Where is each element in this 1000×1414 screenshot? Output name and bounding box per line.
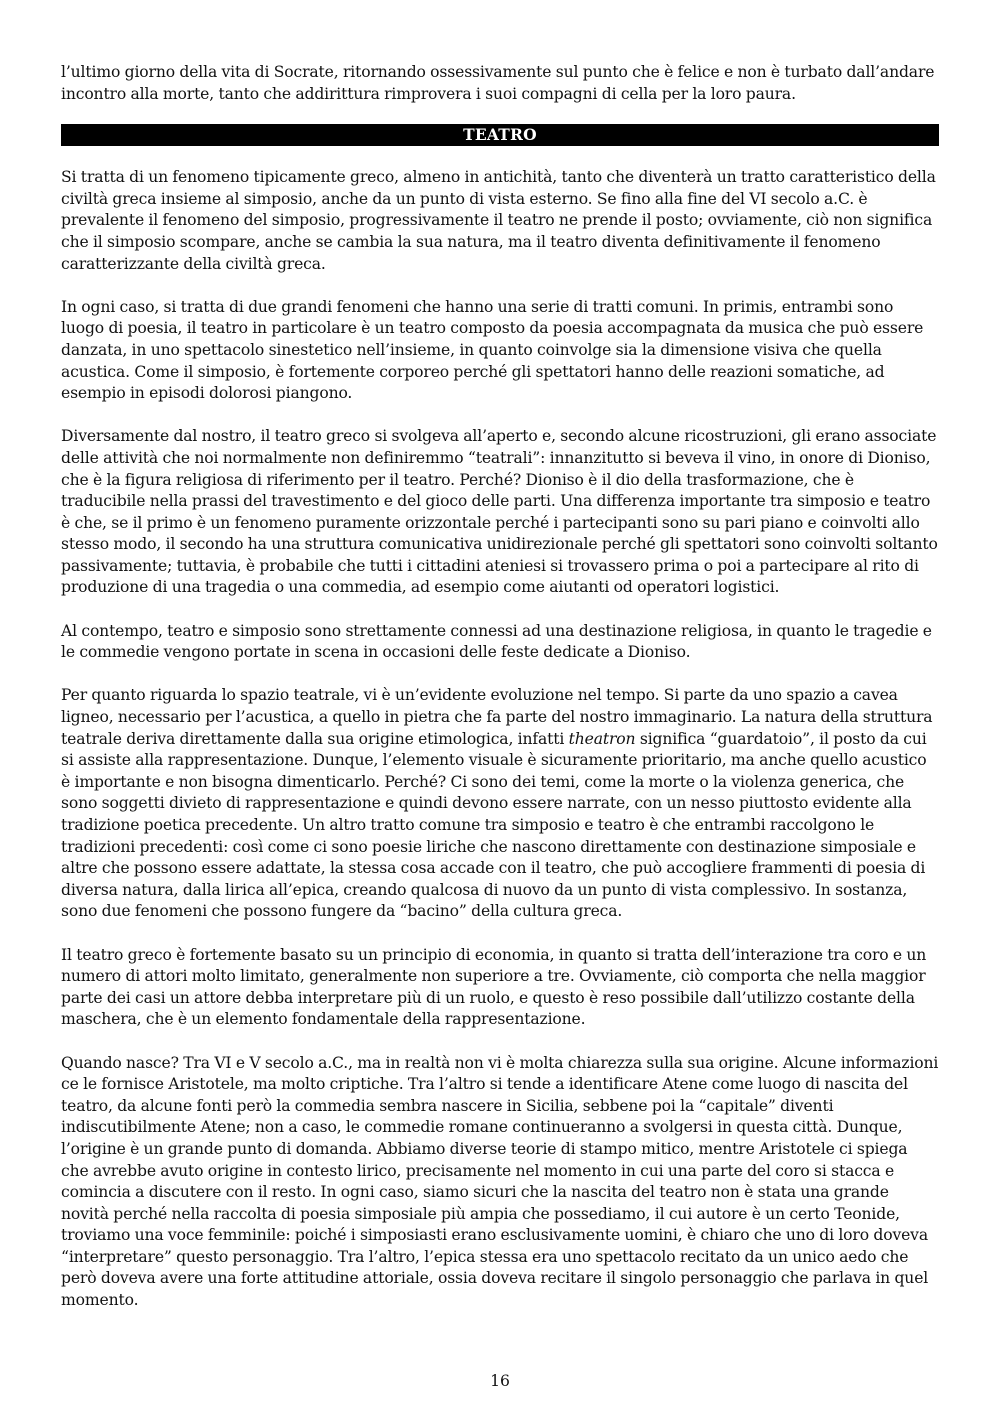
paragraph-5-part-1: Per quanto riguarda lo spazio teatrale, vi è un’evidente evoluzione nel tempo. Si parte da uno spazio a cavea ligneo, necessario per l’acustica, a quello in pietra che fa parte del nostro immaginario. La natura della struttura teatrale deriva direttamente dalla sua origine etimologica, infatti (61, 686, 933, 748)
paragraph-3: Diversamente dal nostro, il teatro greco si svolgeva all’aperto e, secondo alcune ricostruzioni, gli erano associate delle attività che noi normalmente non definiremmo “teatrali”: innanzitutto si beveva il vino, in onore di Dioniso, che è la figura religiosa di riferimento per il teatro. Perché? Dioniso è il dio della trasformazione, che è traducibile nella prassi del travestimento e del gioco delle parti. Una differenza importante tra simposio e teatro è che, se il primo è un fenomeno puramente orizzontale perché i partecipanti sono su pari piano e coinvolti allo stesso modo, il secondo ha una struttura comunicativa unidirezionale perché gli spettatori sono coinvolti soltanto passivamente; tuttavia, è probabile che tutti i cittadini ateniesi si trovassero prima o poi a partecipare al rito di produzione di una tragedia o una commedia, ad esempio come aiutanti od operatori logistici. (61, 427, 938, 597)
paragraph-5-part-2: significa “guardatoio”, il posto da cui si assiste alla rappresentazione. Dunque, l’elemento visuale è sicuramente prioritario, ma anche quello acustico è importante e non bisogna dimenticarlo. Perché? Ci sono dei temi, come la morte o la violenza generica, che sono soggetti divieto di rappresentazione e quindi devono essere narrate, con un nesso piuttosto evidente alla tradizione poetica precedente. Un altro tratto comune tra simposio e teatro è che entrambi raccolgono le tradizioni precedenti: così come ci sono poesie liriche che nascono direttamente con destinazione simposiale e altre che possono essere adattate, la stessa cosa accade con il teatro, che può accogliere frammenti di poesia di diversa natura, dalla lirica all’epica, creando qualcosa di nuovo da un punto di vista complessivo. In sostanza, sono due fenomeni che possono fungere da “bacino” della cultura greca. (61, 729, 927, 921)
paragraph-5 (61, 685, 939, 923)
intro-continuation-paragraph: l’ultimo giorno della vita di Socrate, ritornando ossessivamente sul punto che è felice e non è turbato dall’andare incontro alla morte, tanto che addirittura rimprovera i suoi compagni di cella per la loro paura. (61, 63, 935, 103)
section-heading-teatro: TEATRO (61, 124, 939, 146)
paragraph-7: Quando nasce? Tra VI e V secolo a.C., ma in realtà non vi è molta chiarezza sulla sua origine. Alcune informazioni ce le fornisce Aristotele, ma molto criptiche. Tra l’altro si tende a identificare Atene come luogo di nascita del teatro, da alcune fonti però la commedia sembra nascere in Sicilia, sebbene poi la “capitale” diventi indiscutibilmente Atene; non a caso, le commedie romane continueranno a svolgersi in questa città. Dunque, l’origine è un grande punto di domanda. Abbiamo diverse teorie di stampo mitico, mentre Aristotele ci spiega che avrebbe avuto origine in contesto lirico, precisamente nel momento in cui una parte del coro si stacca e comincia a discutere con il resto. In ogni caso, siamo sicuri che la nascita del teatro non è stata una grande novità perché nella raccolta di poesia simposiale più ampia che possediamo, il cui autore è un certo Teonide, troviamo una voce femminile: poiché i simposiasti erano esclusivamente uomini, è chiaro che uno di loro doveva “interpretare” questo personaggio. Tra l’altro, l’epica stessa era uno spettacolo recitato da un unico aedo che però doveva avere una forte attitudine attoriale, ossia doveva recitare il singolo personaggio che parlava in quel momento. (61, 1053, 939, 1310)
page-number: 16 (490, 1372, 510, 1390)
paragraph-1: Si tratta di un fenomeno tipicamente greco, almeno in antichità, tanto che diventerà un tratto caratteristico della civiltà greca insieme al simposio, anche da un punto di vista esterno. Se fino alla fine del VI secolo a.C. è prevalente il fenomeno del simposio, progressivamente il teatro ne prende il posto; ovviamente, ciò non significa che il simposio scompare, anche se cambia la sua natura, ma il teatro diventa definitivamente il fenomeno caratterizzante della civiltà greca. (61, 168, 936, 273)
document-page (61, 62, 939, 1312)
paragraph-4: Al contempo, teatro e simposio sono strettamente connessi ad una destinazione religiosa, in quanto le tragedie e le commedie vengono portate in scena in occasioni delle feste dedicate a Dioniso. (61, 621, 932, 662)
paragraph-2: In ogni caso, si tratta di due grandi fenomeni che hanno una serie di tratti comuni. In primis, entrambi sono luogo di poesia, il teatro in particolare è un teatro composto da poesia accompagnata da musica che può essere danzata, in uno spettacolo sinestetico nell’insieme, in quanto coinvolge sia la dimensione visiva che quella acustica. Come il simposio, è fortemente corporeo perché gli spettatori hanno delle reazioni somatiche, ad esempio in episodi dolorosi piangono. (61, 297, 924, 403)
theatron-term: theatron (568, 729, 636, 748)
paragraph-6: Il teatro greco è fortemente basato su un principio di economia, in quanto si tratta dell’interazione tra coro e un numero di attori molto limitato, generalmente non superiore a tre. Ovviamente, ciò comporta che nella maggior parte dei casi un attore debba interpretare più di un ruolo, e questo è reso possibile dall’utilizzo costante della maschera, che è un elemento fondamentale della rappresentazione. (61, 945, 927, 1029)
